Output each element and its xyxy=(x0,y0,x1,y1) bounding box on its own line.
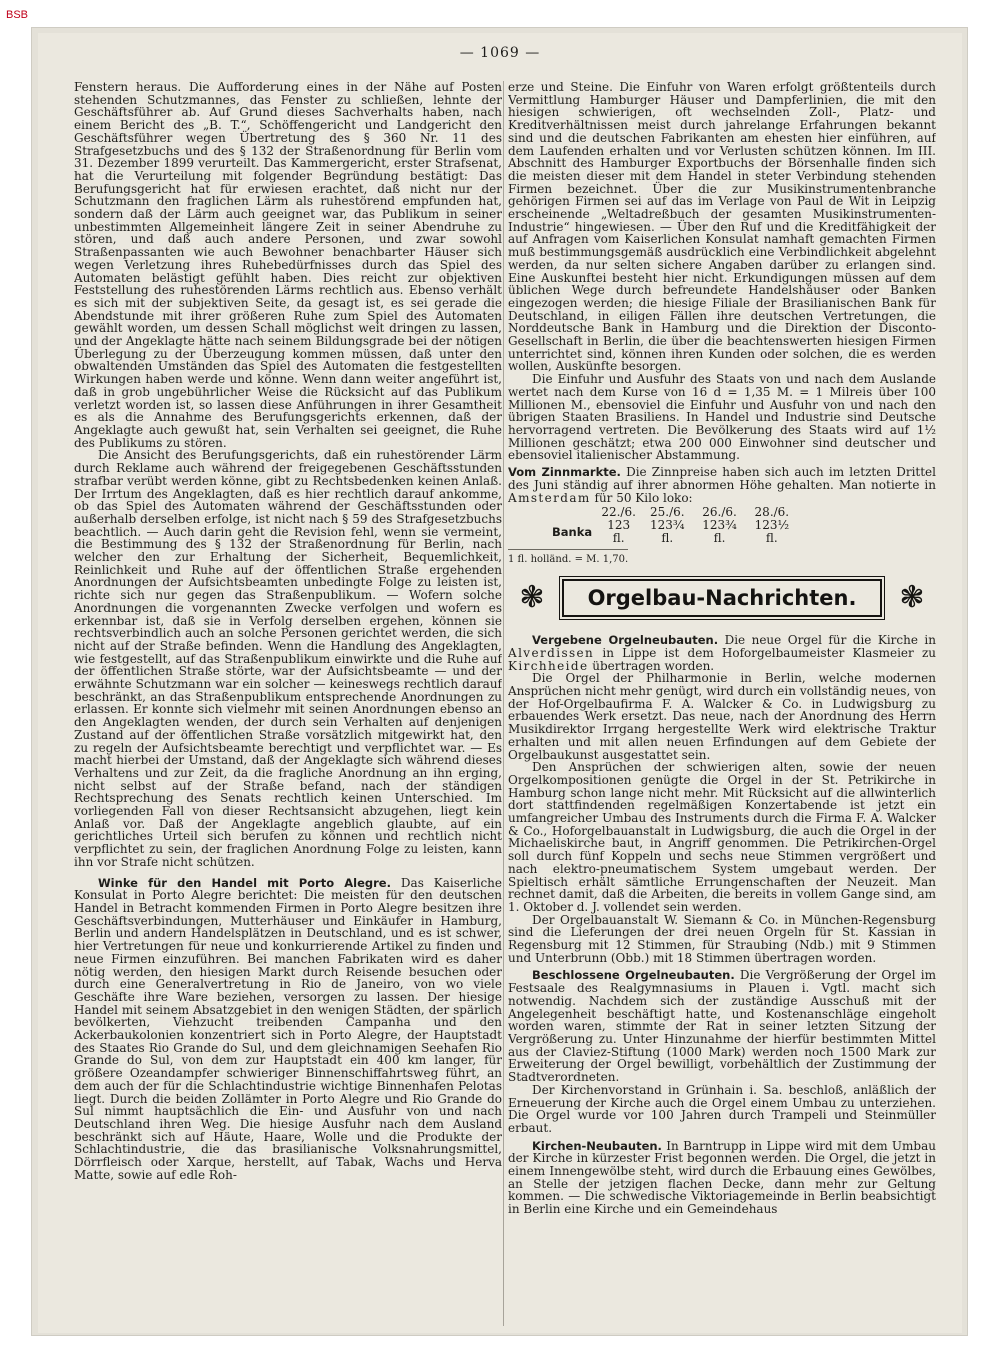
price-date: 26./6. xyxy=(702,505,737,520)
article-church-buildings xyxy=(508,1140,936,1216)
tin-market-text-a: Die Zinnpreise haben sich auch im letzten Drittel des Juni ständig auf ihrer abnormen Höhe gehalten. Man notierte in xyxy=(508,465,936,492)
banner-title: Orgelbau-Nachrichten. xyxy=(562,579,882,617)
price-date-label-cell xyxy=(548,506,596,519)
decided-organs-heading: Beschlossene Orgelneubauten. xyxy=(532,968,735,983)
column-rule xyxy=(503,81,504,1326)
awarded-place-2: Kirchheide xyxy=(508,658,589,673)
paragraph-siemann: Der Orgelbauanstalt W. Siemann & Co. in München-Regensburg sind die Lieferungen der drei neuen Orgeln für St. Kassian in Regensburg mit 12 Stimmen, für Straubing (Ndb.) mit 9 Stimmen und Unterbrunn (Obb.) mit 18 Stimmen übertragen worden. xyxy=(508,912,936,965)
awarded-place-1: Alverdissen xyxy=(508,645,595,660)
awarded-organs-text-a: Die neue Orgel für die Kirche in xyxy=(718,633,936,648)
porto-alegre-heading: Winke für den Handel mit Porto Alegre. xyxy=(98,875,391,890)
price-date: 25./6. xyxy=(650,505,685,520)
church-buildings-text: In Barntrupp in Lippe wird mit dem Umbau der Kirche in kürzester Frist begonnen werden. Die Orgel, die jetzt in einem Innengewölbe steht, wird durch die Erbauung eines Gewölbes, an Stelle der jetzigen flachen Decke, dann mehr zur Geltung kommen. — Die schwedische Viktoriagemeinde in Berlin beabsichtigt in Berlin eine Kirche und ein Gemeindehaus xyxy=(508,1138,936,1217)
price-footnote: 1 fl. holländ. = M. 1,70. xyxy=(508,554,629,566)
article-porto-alegre xyxy=(74,877,502,1182)
right-paragraph-import: erze und Steine. Die Einfuhr von Waren erfolgt größtenteils durch Vermittlung Hamburger Häuser und Dampferlinien, die mit den hiesigen schwierigen, oft wechselnden Zoll-, Platz- und Kreditverhältnissen meist durch jahrelange Erfahrungen bekannt sind und die deutschen Fabrikanten am ehesten hier einführen, auf dem Laufenden erhalten und vor Verlusten schützen können. Im III. Abschnitt des Hamburger Exportbuchs der Börsenhalle finden sich die meisten dieser mit dem Handel in steter Verbindung stehenden Firmen bezeichnet. Über die zur Musikinstrumentenbranche gehörigen Firmen sei auf das im Verlage von Paul de Wit in Leipzig erscheinende „Weltadreßbuch der gesamten Musikinstrumenten-Industrie“ hingewiesen. — Über den Ruf und die Kreditfähigkeit der auf Anfragen vom Kaiserlichen Konsulat namhaft gemachten Firmen muß bestimmungsgemäß ausdrücklich eine Verbindlichkeit abgelehnt werden, da nur selten sichere Angaben darüber zu erlangen sind. Eine Auskunftei besteht hier nicht. Erkundigungen müssen auf dem üblichen Wege durch befreundete Handelshäuser oder Banken eingezogen werden; die hiesige Filiale der Brasilianischen Bank für Deutschland, in eiligen Fällen ihre deutschen Vertretungen, die Norddeutsche Bank in Hamburg und die Direktion der Disconto-Gesellschaft in Berlin, die über die beachtenswerten hiesigen Firmen unterrichtet sind, können ihren Kunden oder solchen, die es werden wollen, Auskünfte besorgen. xyxy=(508,81,936,374)
left-paragraph-appeal: Die Ansicht des Berufungsgerichts, daß ein ruhestörender Lärm durch Reklame auch während der freigegebenen Geschäftsstunden strafbar verübt werden könne, gibt zu Rechtsbedenken keinen Anlaß. Der Irrtum des Angeklagten, daß es hier rechtlich darauf ankomme, ob das Spiel des Automaten während der Geschäftsstunden oder außerhalb derselben erfolge, ist nicht nach § 59 des Strafgesetzbuchs beachtlich. — Auch darin geht die Revision fehl, wenn sie vermeint, die Bestimmung des § 132 der Straßenordnung für Berlin, nach welcher den zur Erhaltung der Sicherheit, Bequemlichkeit, Reinlichkeit und Ruhe auf der öffentlichen Straße ergehenden Anordnungen der Aufsichtsbeamten unbedingte Folge zu leisten ist, richte sich nur gegen das Straßenpublikum. — Wofern solche Anordnungen die vorgenannten Zwecke verfolgen und wofern es erkennbar ist, daß sie in Verfolg derselben ergehen, können sie rechtsverbindlich auch an solche Personen gerichtet werden, die sich nicht auf der Straße befinden. Wenn die Handlung des Angeklagten, wie festgestellt, auf das Straßenpublikum einwirkte und die Ruhe auf der öffentlichen Straße störte, war der Aufsichtsbeamte — und der erwähnte Schutzmann war ein solcher — keineswegs rechtlich darauf beschränkt, an das Straßenpublikum entsprechende Anordnungen zu erlassen. Er konnte sich vielmehr mit seinen Anordnungen ebenso an den Angeklagten wenden, der durch sein Verhalten auf denjenigen Zustand auf der öffentlichen Straße vorsätzlich mitgewirkt hat, den zu regeln der Aufsichtsbeamte berechtigt und verpflichtet war. — Es macht hierbei der Umstand, daß der Angeklagte sich während dieses Verhaltens und zur Zeit, da die fragliche Anordnung an ihn erging, nicht selbst auf der Straße befand, nach der ständigen Rechtsprechung des Senats rechtlich keinen Unterschied. Im vorliegenden Fall von dieser Rechtsansicht abzugehen, liegt kein Anlaß vor. Daß der Angeklagte angeblich glaubte, auf ein gerichtliches Urteil sich berufen zu können und rechtlich nicht verpflichtet zu sein, der fraglichen Anordnung Folge zu leisten, kann ihn vor Strafe nicht schützen. xyxy=(74,448,502,869)
left-column xyxy=(74,81,502,1331)
tin-market-city: Amsterdam xyxy=(508,490,591,505)
church-buildings-heading: Kirchen-Neubauten. xyxy=(532,1138,662,1153)
article-decided-organs xyxy=(508,969,936,1083)
price-row-label: Banka xyxy=(552,524,593,539)
decided-organs-text: Die Vergrößerung der Orgel im Festsaale des Realgymnasiums in Plauen i. Vgtl. macht sich notwendig. Nachdem sich der zuständige Ausschuß mit der Angelegenheit beschäftigt hatte, und Kostenanschläge eingeholt worden waren, stimmte der Rat in seiner letzten Sitzung der Vergrößerung zu. Unter Hinzunahme der hierfür bestimmten Mittel aus der Claviez-Stiftung (1000 Mark) werden noch 1500 Mark zur Erweiterung der Orgel bewilligt, vorbehältlich der Zustimmung der Stadtverordneten. xyxy=(508,968,936,1085)
price-value: 123 fl. xyxy=(607,518,631,546)
library-mark: BSB xyxy=(6,9,29,21)
left-paragraph-court: Fenstern heraus. Die Aufforderung eines in der Nähe auf Posten stehenden Schutzmannes, das Fenster zu schließen, lehnte der Geschäftsführer ab. Auf Grund dieses Sachverhalts haben, nach einem Bericht des „B. T.“, Schöffengericht und Landgericht den Geschäftsführer wegen Übertretung des § 360 Nr. 11 des Strafgesetzbuchs und des § 132 der Straßenordnung für Berlin vom 31. Dezember 1899 verurteilt. Das Kammergericht, erster Strafsenat, hat die Verurteilung mit folgender Begründung bestätigt: Das Berufungsgericht hat für erwiesen erachtet, daß nicht nur der Schutzmann den fraglichen Lärm als ruhestörend empfunden hat, sondern daß der Lärm auch geeignet war, das Publikum in seiner unbestimmten Allgemeinheit längere Zeit in seiner Abendruhe zu stören, und daß auch andere Personen, und zwar sowohl Straßenpassanten wie auch Bewohner benachbarter Häuser sich wegen Verletzung ihres Ruhebedürfnisses durch das Spiel des Automaten belästigt gefühlt haben. Dies reicht zur objektiven Feststellung des ruhestörenden Lärms rechtlich aus. Ebenso verhält es sich mit der subjektiven Seite, da gesagt ist, es sei gerade die Abendstunde mit ihrer größeren Ruhe zum Spiel des Automaten gewählt worden, um dessen Schall möglichst weit dringen zu lassen, und der Angeklagte hätte nach seinem Bildungsgrade bei der nötigen Überlegung zu der Überzeugung kommen müssen, daß unter den obwaltenden Umständen das Spiel des Automaten die festgestellten Wirkungen haben werde und könne. Wenn dann weiter angeführt ist, daß in grob ungebührlicher Weise die Rücksicht auf das Publikum verletzt worden ist, so lassen diese Anführungen in ihrer Gesamtheit es als die Annahme des Berufungsgerichts erkennen, daß der Angeklagte auch gewußt hat, sein Verhalten sei geeignet, die Ruhe des Publikums zu stören. xyxy=(74,81,502,450)
footnote-rule xyxy=(508,549,628,550)
price-value-row xyxy=(548,519,798,545)
paragraph-philharmonie: Die Orgel der Philharmonie in Berlin, welche modernen Ansprüchen nicht mehr genügt, wird durch ein vollständig neues, von der Hof-Orgelbaufirma F. A. Walcker & Co. in Ludwigsburg zu erbauendes Werk ersetzt. Das neue, nach der Anordnung des Herrn Musikdirektor Irrgang hergestellte Werk wird elektrische Traktur erhalten und mit allen neuen Erfindungen auf dem Gebiete der Orgelbaukunst ausgestattet sein. xyxy=(508,671,936,762)
paragraph-gruenhain: Der Kirchenvorstand in Grünhain i. Sa. beschloß, anläßlich der Erneuerung der Kirche auch die Orgel einem Umbau zu unterziehen. Die Orgel wurde vor 100 Jahren durch Trampeli und Steinmüller erbaut. xyxy=(508,1082,936,1135)
awarded-organs-text-c: übertragen worden. xyxy=(588,658,715,673)
article-awarded-organs xyxy=(508,634,936,672)
newspaper-page xyxy=(38,33,962,1333)
article-tin-market xyxy=(508,466,936,504)
page-number: — 1069 — xyxy=(459,45,541,61)
price-date: 28./6. xyxy=(754,505,790,520)
right-column xyxy=(508,81,936,1331)
tin-price-table xyxy=(548,506,798,545)
porto-alegre-text: Das Kaiserliche Konsulat in Porto Alegre berichtet: Die meisten für den deutschen Handel in Betracht kommenden Firmen in Porto Alegre besitzen ihre Geschäftsverbindungen, Mutterhäuser und Einkäufer in Hamburg, Berlin und andern Handelsplätzen in Deutschland, und es ist schwer, hier Vertretungen für neue und konkurrierende Artikel zu finden und neue Firmen einzuführen. Bei manchen Fabrikaten wird es daher nötig werden, den hiesigen Markt durch Reisende besuchen oder durch eine Generalvertretung in Rio de Janeiro, von wo viele Geschäfte ihre Ware beziehen, versorgen zu lassen. Der hiesige Handel mit seinem Absatzgebiet in den wenigen Städten, der spärlich bevölkerten, Viehzucht treibenden Campanha und den Ackerbaukolonien konzentriert sich in Porto Alegre, der Hauptstadt des Staates Rio Grande do Sul, und dem gleichnamigen Seehafen Rio Grande do Sul, von dem zur Hauptstadt ein 400 km langer, für größere Ozeandampfer schwieriger Binnenschiffahrtsweg führt, an dem auch der für die Schlachtindustrie wichtige Binnenhafen Pelotas liegt. Durch die beiden Zollämter in Porto Alegre und Rio Grande do Sul nimmt hauptsächlich die Ein- und Ausfuhr von und nach Deutschland ihren Weg. Die hiesige Ausfuhr nach dem Ausland beschränkt sich auf Häute, Haare, Wolle und die Produkte der Schlachtindustrie, die das brasilianische Volksnahrungsmittel, Dörrfleisch oder Xarque, herstellt, auf Tabak, Wachs und Herva Matte, sowie auf edle Roh- xyxy=(74,875,502,1182)
price-value: 123¾ fl. xyxy=(650,518,685,546)
right-paragraph-trade-figures: Die Einfuhr und Ausfuhr des Staats von und nach dem Auslande wertet nach dem Kurse von 16 d = 1,35 M. = 1 Milreis über 100 Millionen M., ebensoviel die Einfuhr und Ausfuhr von und nach den übrigen Staaten Brasiliens. In Handel und Industrie sind Deutsche hervorragend vertreten. Die Bevölkerung des Staats wird auf 1½ Millionen geschätzt; etwa 200 000 Einwohner sind deutscher und ebensoviel italienischer Abstammung. xyxy=(508,372,936,463)
section-banner xyxy=(508,574,936,622)
price-value: 123½ fl. xyxy=(754,518,790,546)
price-date: 22./6. xyxy=(601,505,636,520)
tin-market-heading: Vom Zinnmarkte. xyxy=(508,465,621,480)
awarded-organs-heading: Vergebene Orgelneubauten. xyxy=(532,633,719,648)
paragraph-petrikirche: Den Ansprüchen der schwierigen alten, sowie der neuen Orgelkompositionen genügte die Orgel in der St. Petrikirche in Hamburg schon lange nicht mehr. Mit Rücksicht auf die allwinterlich dort stattfindenden regelmäßigen Konzertabende ist jetzt ein umfangreicher Umbau des Instruments durch die Firma F. A. Walcker & Co., Hoforgelbauanstalt in Ludwigsburg, die auch die Orgel in der Michaeliskirche baut, in Angriff genommen. Die Petrikirchen-Orgel soll durch fünf Koppeln und sechs neue Stimmen vergrößert und nach elektro-pneumatischem System umgebaut werden. Der Spieltisch erhält sämtliche Errungenschaften der Neuzeit. Man rechnet damit, daß die Arbeiten, die bereits in vollem Gange sind, am 1. Oktober d. J. vollendet sein werden. xyxy=(508,760,936,914)
awarded-organs-text-b: in Lippe ist dem Hoforgelbaumeister Klasmeier zu xyxy=(594,645,936,660)
price-value: 123¾ fl. xyxy=(702,518,737,546)
ornament-right-icon: ❃ xyxy=(899,579,925,615)
tin-market-text-b: für 50 Kilo loko: xyxy=(590,490,693,505)
ornament-left-icon: ❃ xyxy=(519,579,545,615)
